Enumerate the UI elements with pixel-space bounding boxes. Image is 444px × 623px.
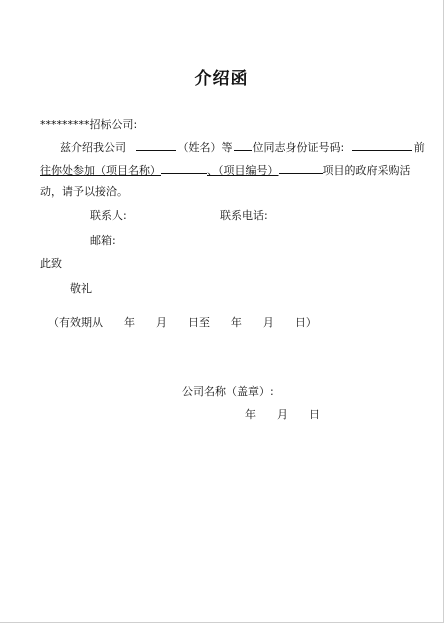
project-name-blank (161, 162, 207, 174)
name-blank (136, 139, 176, 151)
project-name-label: 往你处参加（项目名称） (40, 164, 161, 177)
id-number-blank (352, 139, 412, 151)
intro-text-5: 项目的政府采购活 (322, 164, 411, 177)
intro-line-3: 动，请予以接洽。 (40, 185, 128, 198)
intro-line-2 (40, 162, 411, 178)
document-title: 介绍函 (194, 69, 249, 89)
closing-greeting: 此致 (40, 257, 62, 270)
addressee-line: *********招标公司: (40, 118, 138, 131)
intro-text-1: 兹介绍我公司 (60, 141, 126, 154)
signature-date: 年 月 日 (245, 408, 320, 421)
intro-text-2: （姓名）等 (177, 141, 233, 154)
closing-salute: 敬礼 (70, 282, 92, 295)
intro-line-1 (60, 139, 425, 155)
postcode-label: 邮箱: (90, 234, 116, 247)
company-signature-label: 公司名称（盖章）: (182, 385, 274, 398)
validity-period: （有效期从 年 月 日至 年 月 日） (48, 316, 317, 329)
contact-person-label: 联系人: (90, 209, 127, 222)
count-blank (234, 139, 252, 151)
project-number-label: 、（项目编号） (207, 164, 279, 177)
intro-text-4: 前 (413, 141, 425, 154)
contact-phone-label: 联系电话: (220, 209, 268, 222)
intro-text-3: 位同志身份证号码: (252, 141, 345, 154)
project-number-blank (279, 162, 323, 174)
